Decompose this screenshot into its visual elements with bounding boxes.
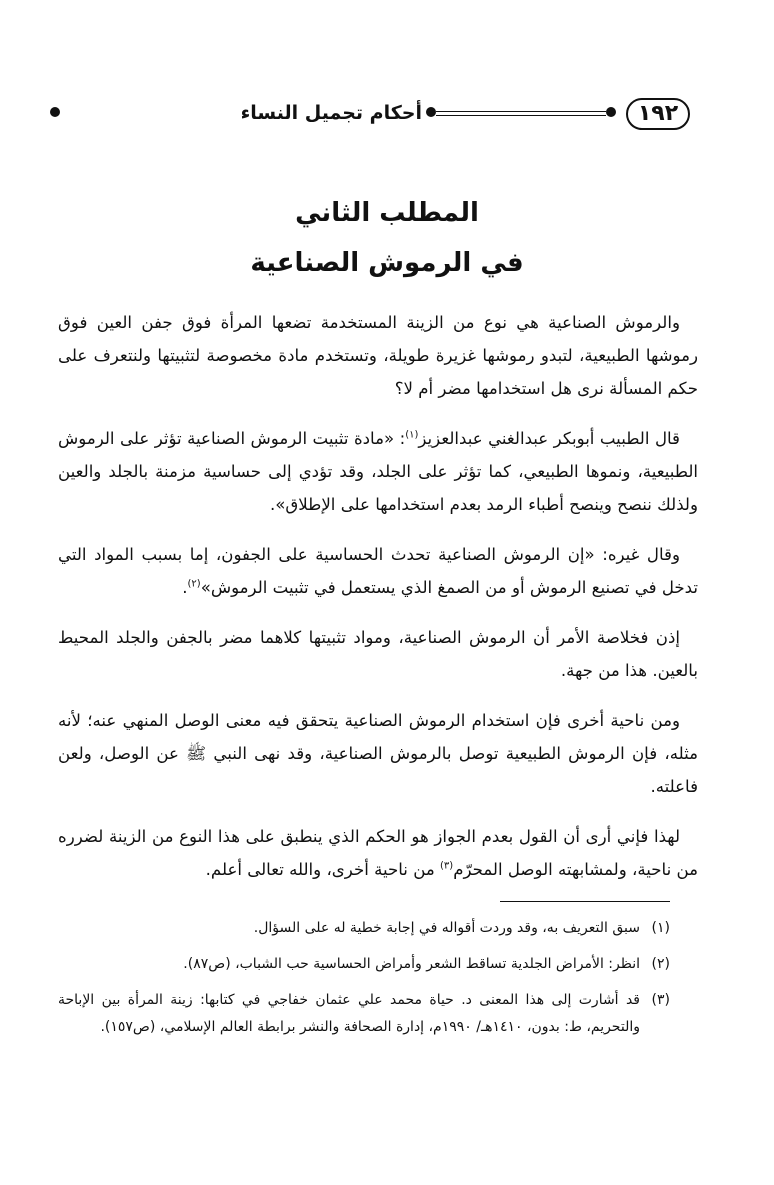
footnote <box>58 951 670 978</box>
footnote-ref: (٣) <box>440 860 454 872</box>
footnote-text: انظر: الأمراض الجلدية تساقط الشعر وأمراض الحساسية حب الشباب، (ص٨٧). <box>183 956 640 972</box>
footnote <box>58 915 670 942</box>
header-bullet <box>606 107 616 117</box>
paragraph: والرموش الصناعية هي نوع من الزينة المستخدمة تضعها المرأة فوق جفن العين فوق رموشها الطبيعية، لتبدو رموشها غزيرة طويلة، وتستخدم مادة مخصوصة لتثبيتها ولنتعرف على حكم المسألة نرى هل استخدامها مضر أم لا؟ <box>58 313 698 398</box>
paragraph: لهذا فإني أرى أن القول بعدم الجواز هو الحكم الذي ينطبق على هذا النوع من الزينة لضرره من ناحية، ولمشابهته الوصل المحرّم$^{(٣)}$ من ناحية أخرى، والله تعالى أعلم. <box>58 827 698 879</box>
footnote-number: (٢) <box>651 956 670 972</box>
section-heading: المطلب الثاني <box>295 198 479 228</box>
book-title: أحكام تجميل النساء <box>240 102 422 124</box>
header-rule <box>436 111 606 116</box>
section-subheading: في الرموش الصناعية <box>250 248 524 278</box>
paragraph: ومن ناحية أخرى فإن استخدام الرموش الصناعية يتحقق فيه معنى الوصل المنهي عنه؛ لأنه مثله، فإن الرموش الطبيعية توصل بالرموش الصناعية، وقد نهى النبي ﷺ عن الوصل، ولعن فاعلته. <box>58 711 698 796</box>
footnote-ref: (١) <box>405 429 419 441</box>
footnote-ref: (٢) <box>187 578 201 590</box>
paragraph: وقال غيره: «إن الرموش الصناعية تحدث الحساسية على الجفون، إما بسبب المواد التي تدخل في تصنيع الرموش أو من الصمغ الذي يستعمل في تثبيت الرموش»$^{(٢)}$. <box>58 545 698 597</box>
footnotes <box>58 915 670 1050</box>
page-number: ١٩٢ <box>626 98 690 130</box>
header-bullet <box>426 107 436 117</box>
footnote-text: سبق التعريف به، وقد وردت أقواله في إجابة خطية له على السؤال. <box>253 920 640 936</box>
footnote-number: (١) <box>651 920 670 936</box>
paragraph: إذن فخلاصة الأمر أن الرموش الصناعية، ومواد تثبيتها كلاهما مضر بالجفن والجلد المحيط بالعين. هذا من جهة. <box>58 628 698 680</box>
footnote-text: قد أشارت إلى هذا المعنى د. حياة محمد علي عثمان خفاجي في كتابها: زينة المرأة بين الإباحة والتحريم، ط: بدون، ١٤١٠هـ/ ١٩٩٠م، إدارة الصحافة والنشر برابطة العالم الإسلامي، (ص١٥٧). <box>58 992 640 1035</box>
footnote <box>58 987 670 1041</box>
footnote-number: (٣) <box>651 992 670 1008</box>
footnote-divider <box>500 901 670 902</box>
main-text <box>58 306 698 903</box>
header-bullet <box>50 107 60 117</box>
paragraph: قال الطبيب أبوبكر عبدالغني عبدالعزيز$^{(١)}$: «مادة تثبيت الرموش الصناعية تؤثر على الرموش الطبيعية، ونموها الطبيعي، كما تؤثر على الجلد، وقد تؤدي إلى حساسية مزمنة بالجلد والعين ولذلك ننصح وينصح أطباء الرمد بعدم استخدامها على الإطلاق». <box>58 429 698 514</box>
running-header <box>50 96 690 136</box>
